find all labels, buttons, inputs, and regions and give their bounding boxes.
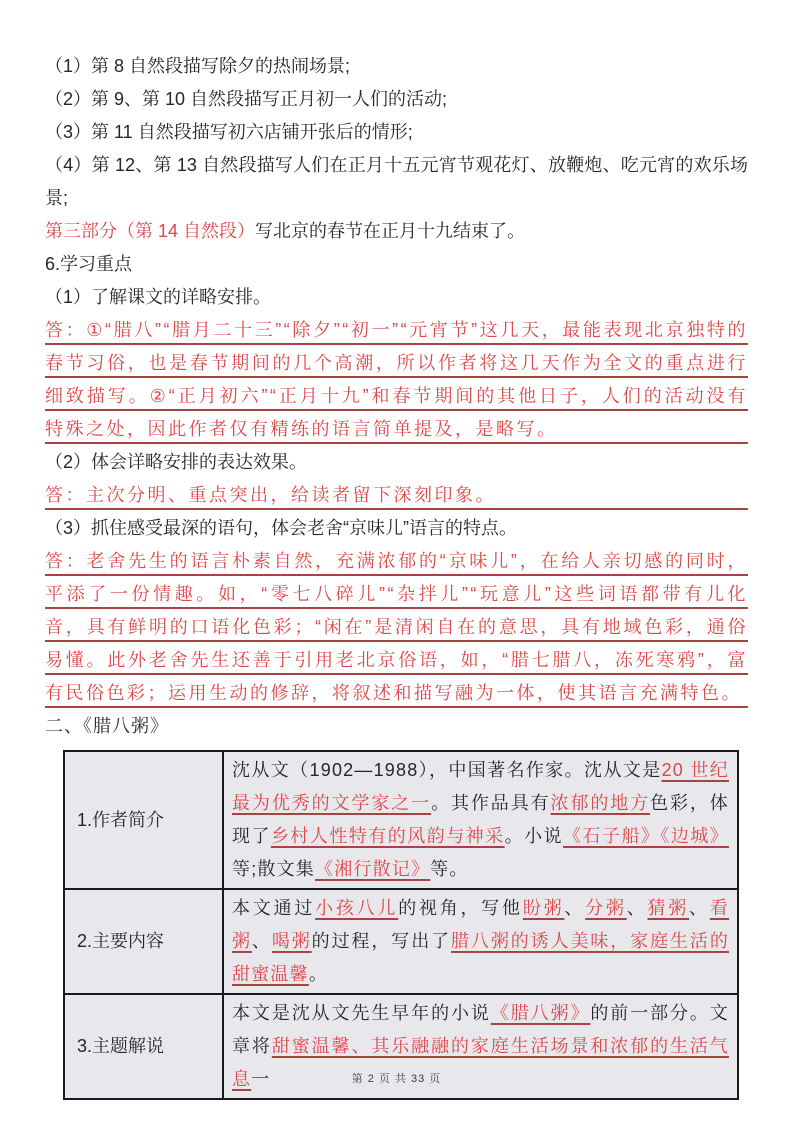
- paragraph: [45, 83, 748, 116]
- text-run: 二、《腊八粥》: [45, 716, 169, 736]
- section-heading: [45, 710, 748, 743]
- text-run: 。: [308, 964, 329, 984]
- text-run: 色彩，体现了: [232, 793, 730, 846]
- text-run: 等。: [430, 859, 469, 879]
- text-run: 沈从文（1902—1988），中国著名作家。沈从文是: [232, 760, 662, 780]
- text-run: 写北京的春节在正月十九结束了。: [255, 221, 526, 241]
- highlighted-text-run: 浓郁的地方: [550, 793, 651, 813]
- text-run: （3）第 11 自然段描写初六店铺开张后的情形;: [45, 122, 413, 142]
- highlighted-text-run: 答：主次分明、重点突出，给读者留下深刻印象。: [45, 485, 496, 505]
- text-run: 等;散文集: [232, 859, 316, 879]
- highlighted-text-run: 答：老舍先生的语言朴素自然，充满浓郁的“京味儿”，在给人亲切感的同时，平添了一份情趣。如，“零七八碎儿”“杂拌儿”“玩意儿”这些词语都带有儿化音，具有鲜明的口语化色彩；“闲在”是清闲自在的意思，具有地域色彩，通俗易懂。此外老舍先生还善于引用老北京俗语，如，“腊七腊八，冻死寒鸦”，富有民俗色彩；运用生动的修辞，将叙述和描写融为一体，使其语言充满特色。: [45, 551, 748, 703]
- paragraph: [45, 446, 748, 479]
- paragraph: [45, 281, 748, 314]
- text-run: 本文是沈从文先生早年的小说: [232, 1003, 491, 1023]
- text-run: 的过程，写出了: [311, 931, 452, 951]
- highlighted-text-run: 答：①“腊八”“腊月二十三”“除夕”“初一”“元宵节”这几天，最能表现北京独特的春节习俗，也是春节期间的几个高潮，所以作者将这几天作为全文的重点进行细致描写。②“正月初六”“正月十九”和春节期间的其他日子，人们的活动没有特殊之处，因此作者仅有精练的语言简单提及，是略写。: [45, 320, 748, 439]
- document-body: [45, 50, 748, 1100]
- paragraph: [45, 215, 748, 248]
- lesson-summary-table-body: [64, 751, 738, 1099]
- paragraph: [45, 149, 748, 215]
- paragraph: [45, 116, 748, 149]
- text-run: 本文通过: [232, 898, 316, 918]
- highlighted-text-run: 小孩八儿: [315, 898, 399, 918]
- highlighted-text-run: 《湘行散记》: [315, 859, 431, 879]
- paragraph-list: [45, 50, 748, 743]
- paragraph: [45, 248, 748, 281]
- text-run: （4）第 12、第 13 自然段描写人们在正月十五元宵节观花灯、放鞭炮、吃元宵的欢乐场景;: [45, 155, 748, 208]
- text-run: 的前一部分。文章将: [232, 1003, 730, 1056]
- text-run: （1）了解课文的详略安排。: [45, 287, 272, 307]
- text-run: 、: [626, 898, 648, 918]
- text-run: 一: [251, 1069, 271, 1089]
- table-row: [64, 889, 738, 994]
- highlighted-text-run: 20 世纪最为优秀的文学家之一: [232, 760, 729, 813]
- table-label-cell: 3.主题解说: [64, 994, 223, 1099]
- paragraph: [45, 50, 748, 83]
- answer-paragraph: [45, 545, 748, 710]
- text-run: 6.学习重点: [45, 254, 133, 274]
- page-number: 第 2 页 共 33 页: [351, 1073, 442, 1085]
- highlighted-text-run: 甜蜜温馨、其乐融融的家庭生活场景和浓郁的生活气息: [232, 1036, 729, 1089]
- text-run: （2）体会详略安排的表达效果。: [45, 452, 308, 472]
- text-run: 、: [689, 898, 710, 918]
- highlighted-text-run: 乡村人性特有的风韵与神采: [270, 826, 505, 846]
- text-run: （2）第 9、第 10 自然段描写正月初一人们的活动;: [45, 89, 448, 109]
- table-content-cell: [223, 889, 738, 994]
- table-label-cell: 1.作者简介: [64, 751, 223, 889]
- text-run: （1）第 8 自然段描写除夕的热闹场景;: [45, 56, 351, 76]
- text-run: 、: [251, 931, 272, 951]
- table-label-cell: 2.主要内容: [64, 889, 223, 994]
- text-run: 的视角，写他: [398, 898, 523, 918]
- answer-paragraph: [45, 479, 748, 512]
- text-run: 、: [564, 898, 586, 918]
- highlighted-text-run: 看粥: [232, 898, 730, 951]
- lesson-summary-table: [63, 750, 739, 1100]
- text-run: 。其作品具有: [431, 793, 551, 813]
- text-run: 。小说: [504, 826, 564, 846]
- highlighted-text-run: 腊八粥的诱人美味，家庭生活的甜蜜温馨: [232, 931, 730, 984]
- highlighted-text-run: 第三部分（第 14 自然段）: [45, 221, 256, 241]
- highlighted-text-run: 《石子船》《边城》: [563, 826, 729, 846]
- paragraph: [45, 512, 748, 545]
- highlighted-text-run: 《腊八粥》: [490, 1003, 591, 1023]
- table-row: [64, 751, 738, 889]
- answer-paragraph: [45, 314, 748, 446]
- highlighted-text-run: 盼粥: [522, 898, 565, 918]
- highlighted-text-run: 分粥: [585, 898, 627, 918]
- table-content-cell: [223, 751, 738, 889]
- text-run: （3）抓住感受最深的语句，体会老舍“京味儿”语言的特点。: [45, 518, 517, 538]
- highlighted-text-run: 猜粥: [647, 898, 690, 918]
- highlighted-text-run: 喝粥: [271, 931, 312, 951]
- page-footer: [0, 1070, 793, 1086]
